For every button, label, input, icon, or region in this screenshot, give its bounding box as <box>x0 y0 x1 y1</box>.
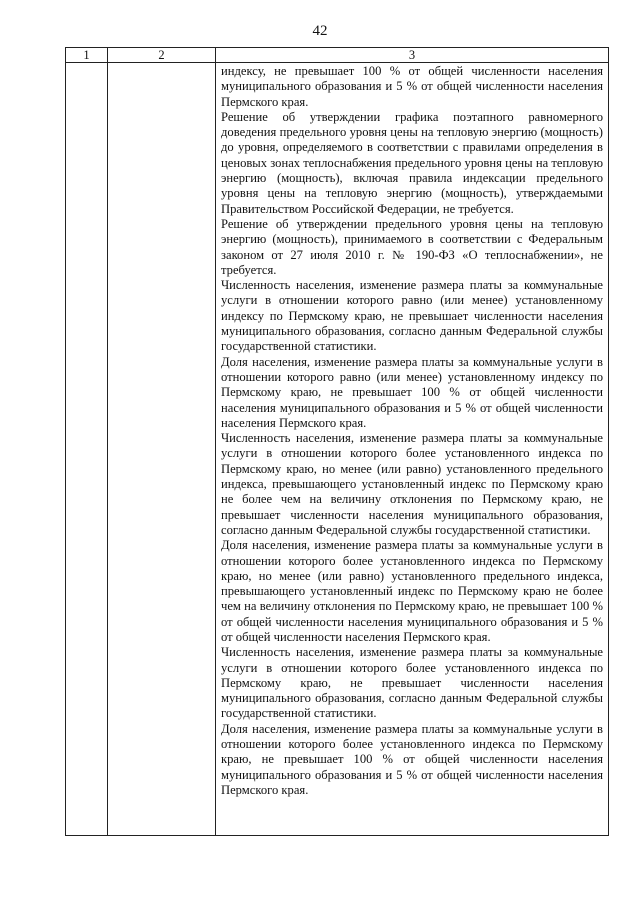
cell-column-3 <box>216 63 609 836</box>
column-header-1: 1 <box>66 48 108 63</box>
cell-column-1 <box>66 63 108 836</box>
paragraph: Решение об утверждении предельного уровня цены на тепловую энергию (мощность), принимаемого в соответствии с Федеральным законом от 27 июля 2010 г. № 190-ФЗ «О теплоснабжении», не требуется. <box>221 216 603 277</box>
paragraph: Численность населения, изменение размера платы за коммунальные услуги в отношении которого более установленного индекса по Пермскому краю, не превышает численности населения муниципального образования, согласно данным Федеральной службы государственной статистики. <box>221 645 603 721</box>
column-header-3: 3 <box>216 48 609 63</box>
paragraph: Численность населения, изменение размера платы за коммунальные услуги в отношении которого более установленного индекса по Пермскому краю, но менее (или равно) установленного предельного индекса, превышающего установленный индекс по Пермскому краю не более чем на величину отклонения по Пермскому краю, не превышает численности населения муниципального образования, согласно данным Федеральной службы государственной статистики. <box>221 431 603 537</box>
paragraph: Решение об утверждении графика поэтапного равномерного доведения предельного уровня цены на тепловую энергию (мощность) до уровня, определяемого в соответствии с правилами определения в ценовых зонах теплоснабжения предельного уровня цены на тепловую энергию (мощность), включая правила индексации предельного уровня цены на тепловую энергию (мощность), утверждаемыми Правительством Российской Федерации, не требуется. <box>221 109 603 216</box>
paragraph: Доля населения, изменение размера платы за коммунальные услуги в отношении которого равно (или менее) установленному индексу по Пермскому краю, не превышает 100 % от общей численности населения муниципального образования и 5 % от общей численности населения Пермского края. <box>221 354 603 430</box>
table-row <box>66 63 609 836</box>
column-header-2: 2 <box>108 48 216 63</box>
page-number: 42 <box>312 23 328 39</box>
paragraph: Доля населения, изменение размера платы за коммунальные услуги в отношении которого более установленного индекса по Пермскому краю, но менее (или равно) установленного предельного индекса, превышающего установленный индекс по Пермскому краю не более чем на величину отклонения по Пермскому краю, не превышает 100 % от общей численности населения муниципального образования и 5 % от общей численности населения Пермского края. <box>221 538 603 644</box>
paragraph: Численность населения, изменение размера платы за коммунальные услуги в отношении которого равно (или менее) установленному индексу по Пермскому краю, не превышает численности населения муниципального образования, согласно данным Федеральной службы государственной статистики. <box>221 278 603 354</box>
cell-text <box>216 63 608 798</box>
cell-column-2 <box>108 63 216 836</box>
paragraph: Доля населения, изменение размера платы за коммунальные услуги в отношении которого более установленного индекса по Пермскому краю, не превышает 100 % от общей численности населения муниципального образования и 5 % от общей численности населения Пермского края. <box>221 721 603 797</box>
table-header-row <box>66 48 609 63</box>
document-table <box>65 47 609 836</box>
paragraph: индексу, не превышает 100 % от общей численности населения муниципального образования и 5 % от общей численности населения Пермского края. <box>221 64 603 109</box>
